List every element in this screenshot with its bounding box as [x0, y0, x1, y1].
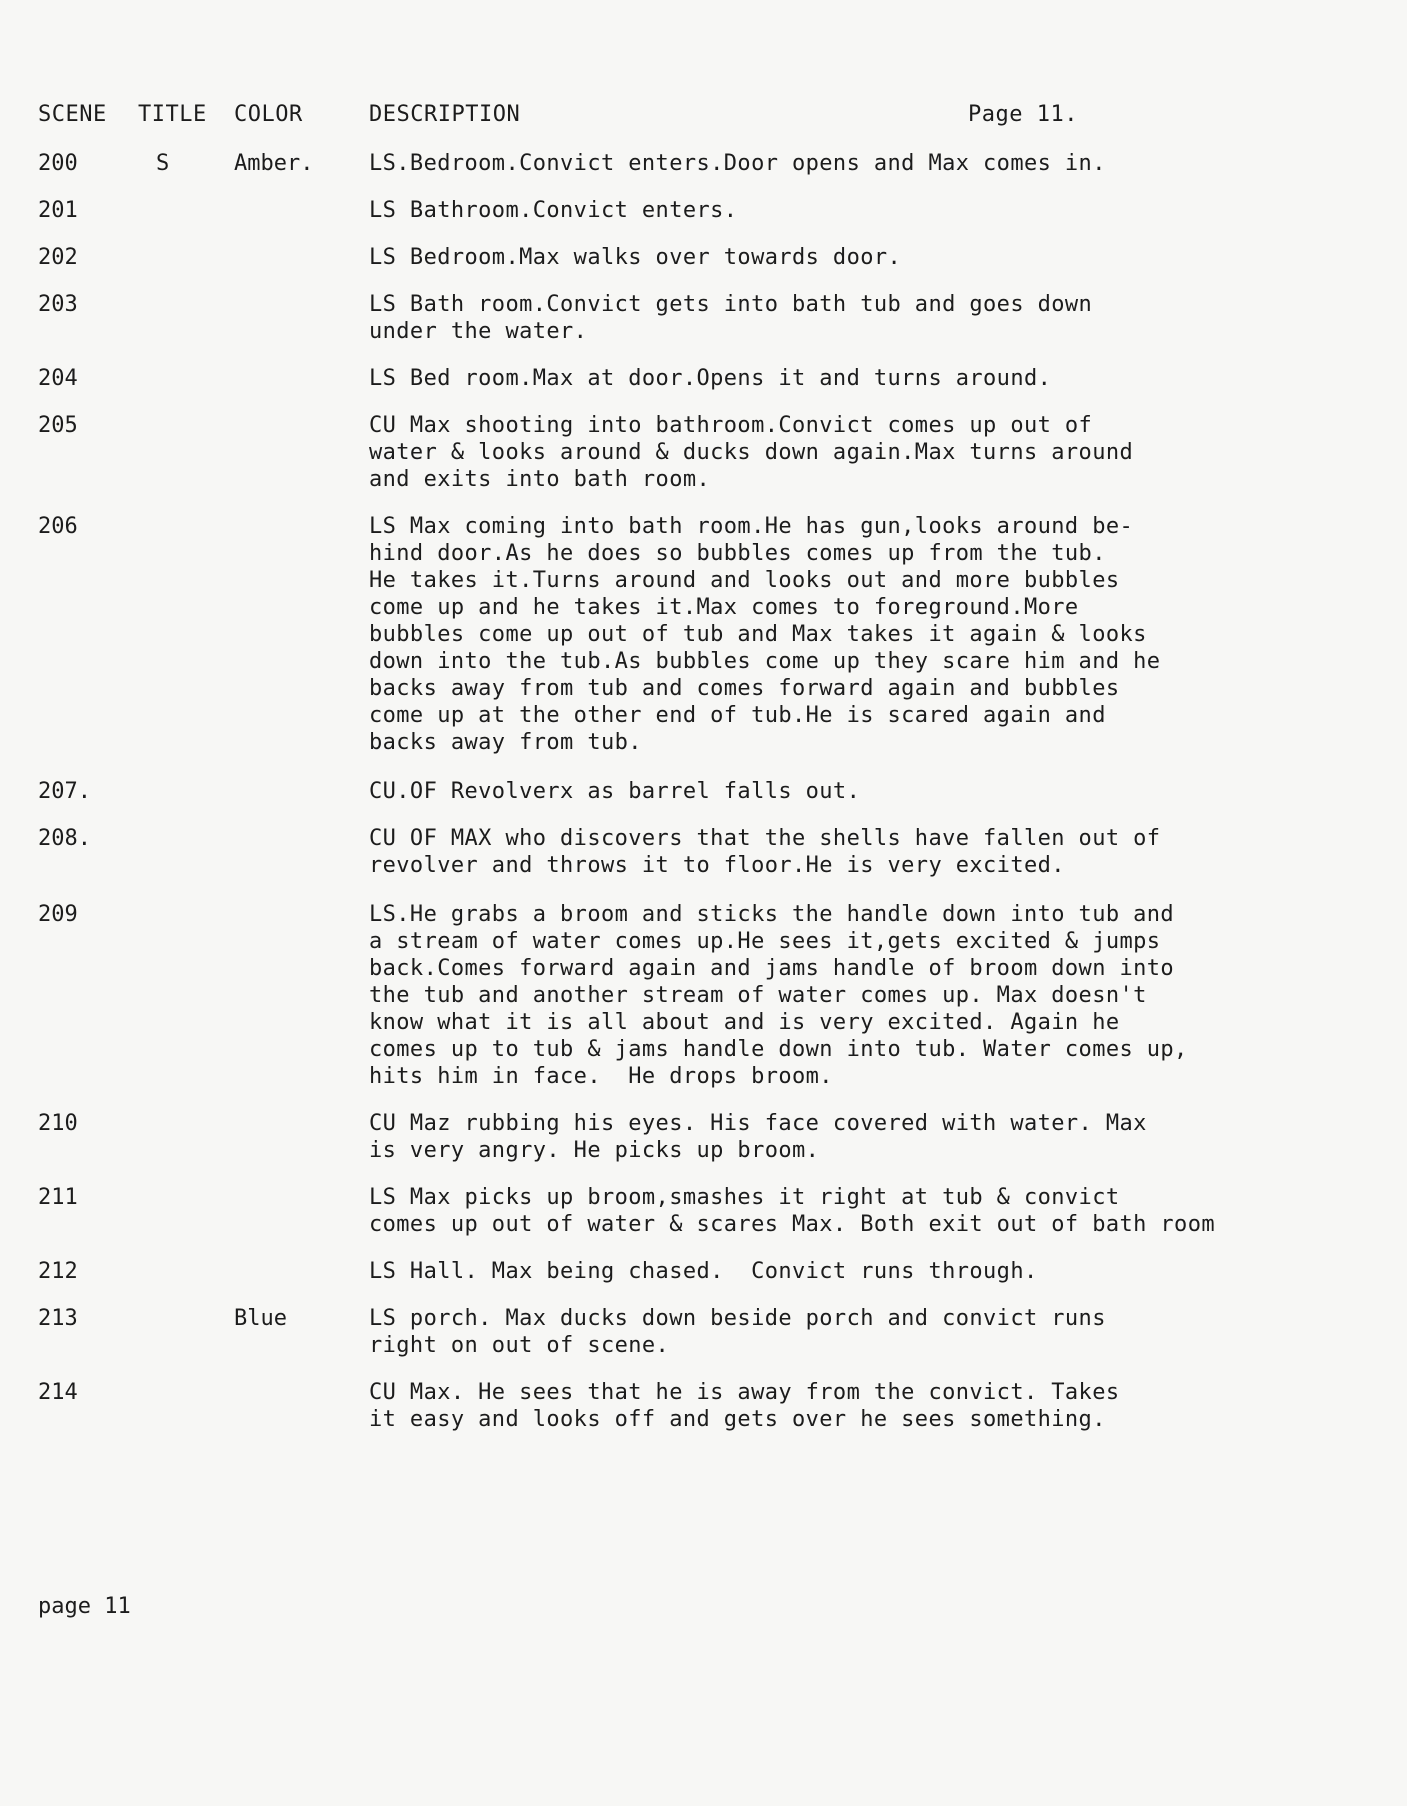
header-title: TITLE: [138, 102, 207, 127]
scene-number: 201: [38, 198, 78, 223]
scene-description: CU Maz rubbing his eyes. His face covered with water. Max is very angry. He picks up broom.: [369, 1111, 1147, 1163]
scene-number: 208.: [38, 826, 91, 851]
scene-description: LS Max coming into bath room.He has gun,looks around be- hind door.As he does so bubbles comes up from the tub. He takes it.Turns around and looks out and more bubbles come up and he takes it.Max comes to foreground.More bubbles come up out of tub and Max takes it again & looks down into the tub.As bubbles come up they scare him and he backs away from tub and comes forward again and bubbles come up at the other end of tub.He is scared again and backs away from tub.: [369, 514, 1161, 755]
scene-description: LS Bathroom.Convict enters.: [369, 198, 738, 223]
scene-description: LS Bedroom.Max walks over towards door.: [369, 245, 902, 270]
scene-row: [38, 1258, 1378, 1285]
scene-row: [38, 244, 1378, 271]
page-number-header: Page 11.: [968, 102, 1078, 127]
scene-row: [38, 197, 1378, 224]
scene-description: LS Bed room.Max at door.Opens it and turns around.: [369, 366, 1052, 391]
scene-number: 200: [38, 151, 78, 176]
scene-number: 213: [38, 1306, 78, 1331]
scene-description: LS.He grabs a broom and sticks the handle down into tub and a stream of water comes up.He sees it,gets excited & jumps back.Comes forward again and jams handle of broom down into the tub and another stream of water comes up. Max doesn't know what it is all about and is very excited. Again he comes up to tub & jams handle down into tub. Water comes up, hits him in face. He drops broom.: [369, 902, 1188, 1089]
scene-number: 209: [38, 902, 78, 927]
scene-row: [38, 291, 1378, 345]
scene-number: 202: [38, 245, 78, 270]
scene-color: Amber.: [234, 151, 314, 176]
scene-description: LS Max picks up broom,smashes it right at tub & convict comes up out of water & scares Max. Both exit out of bath room: [369, 1185, 1215, 1237]
scene-number: 205: [38, 413, 78, 438]
page-footer: page 11: [38, 1594, 131, 1619]
scene-row: [38, 150, 1378, 177]
scene-row: [38, 1379, 1378, 1433]
scene-row: [38, 1110, 1378, 1164]
scene-row: [38, 1305, 1378, 1359]
scene-description: CU Max. He sees that he is away from the convict. Takes it easy and looks off and gets over he sees something.: [369, 1380, 1120, 1432]
scene-title: S: [156, 151, 170, 176]
scene-number: 204: [38, 366, 78, 391]
scene-description: CU OF MAX who discovers that the shells have fallen out of revolver and throws it to floor.He is very excited.: [369, 826, 1161, 878]
scene-description: LS Bath room.Convict gets into bath tub and goes down under the water.: [369, 292, 1093, 344]
scene-description: CU.OF Revolverx as barrel falls out.: [369, 779, 861, 804]
scene-description: CU Max shooting into bathroom.Convict comes up out of water & looks around & ducks down again.Max turns around and exits into bath room.: [369, 413, 1134, 492]
scene-row: [38, 825, 1378, 879]
scene-number: 206: [38, 514, 78, 539]
scene-row: [38, 513, 1378, 756]
scene-number: 203: [38, 292, 78, 317]
scene-number: 211: [38, 1185, 78, 1210]
scene-description: LS porch. Max ducks down beside porch and convict runs right on out of scene.: [369, 1306, 1106, 1358]
scene-description: LS Hall. Max being chased. Convict runs through.: [369, 1259, 1038, 1284]
scene-row: [38, 778, 1378, 805]
scene-row: [38, 365, 1378, 392]
header-description: DESCRIPTION: [369, 102, 521, 127]
scene-row: [38, 1184, 1378, 1238]
scene-description: LS.Bedroom.Convict enters.Door opens and Max comes in.: [369, 151, 1106, 176]
scene-color: Blue: [234, 1306, 287, 1331]
scene-number: 212: [38, 1259, 78, 1284]
scene-number: 210: [38, 1111, 78, 1136]
scene-list: [38, 150, 1378, 1433]
scene-number: 207.: [38, 779, 91, 804]
scene-row: [38, 412, 1378, 493]
header-scene: SCENE: [38, 102, 107, 127]
column-header-row: [38, 102, 1347, 134]
scene-row: [38, 901, 1378, 1090]
header-color: COLOR: [234, 102, 303, 127]
scene-number: 214: [38, 1380, 78, 1405]
